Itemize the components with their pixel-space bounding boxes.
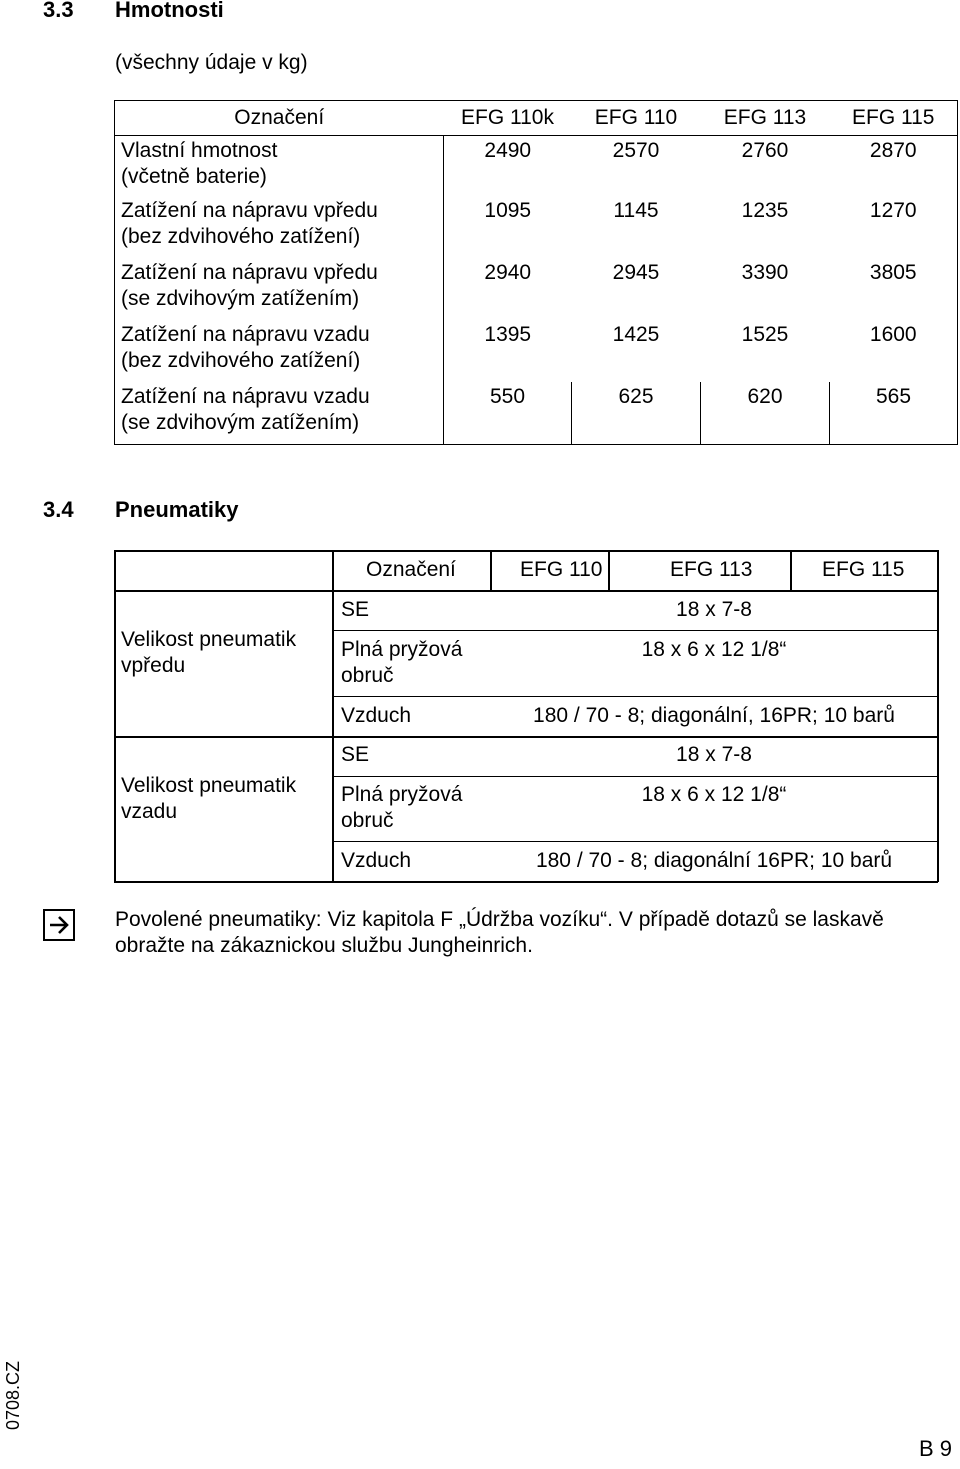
weights-cell: 1600 bbox=[830, 320, 958, 382]
tires-header-model: EFG 110 bbox=[520, 558, 603, 581]
weights-cell: 1270 bbox=[830, 196, 958, 258]
page-number: B 9 bbox=[919, 1436, 953, 1461]
tire-size: 18 x 6 x 12 1/8“ bbox=[641, 783, 787, 806]
tire-type: Plná pryžová obruč bbox=[341, 638, 463, 687]
weights-row-label: Zatížení na nápravu vpředu (se zdvihovým zatížením) bbox=[115, 258, 444, 320]
arrow-right-icon bbox=[43, 909, 75, 941]
tire-size: 180 / 70 - 8; diagonální 16PR; 10 barů bbox=[535, 849, 893, 872]
weights-cell: 2570 bbox=[612, 139, 660, 162]
tire-size: 18 x 7-8 bbox=[676, 743, 752, 766]
weights-cell: 1095 bbox=[484, 199, 532, 222]
weights-row bbox=[115, 258, 958, 320]
tires-header-label: Označení bbox=[366, 558, 456, 581]
weights-row bbox=[115, 136, 958, 197]
weights-row bbox=[115, 320, 958, 382]
weights-cell: 1525 bbox=[741, 323, 789, 346]
weights-header-model: EFG 110 bbox=[572, 101, 701, 136]
weights-header-label: Označení bbox=[115, 101, 444, 136]
section-title: Pneumatiky bbox=[115, 497, 239, 522]
weights-table bbox=[114, 100, 958, 445]
weights-row bbox=[115, 382, 958, 445]
tires-rear-label: Velikost pneumatik vzadu bbox=[121, 774, 297, 823]
tire-type: SE bbox=[341, 743, 370, 766]
section-number: 3.4 bbox=[43, 497, 74, 522]
weights-cell: 2940 bbox=[484, 261, 532, 284]
weights-cell: 3805 bbox=[830, 258, 958, 320]
weights-row-label: Vlastní hmotnost (včetně baterie) bbox=[115, 136, 444, 197]
tire-size: 18 x 7-8 bbox=[676, 598, 752, 621]
tires-header-model: EFG 113 bbox=[670, 558, 753, 581]
weights-row-label: Zatížení na nápravu vpředu (bez zdvihového zatížení) bbox=[115, 196, 444, 258]
weights-cell: 2870 bbox=[830, 136, 958, 197]
weights-cell: 620 bbox=[701, 382, 830, 445]
section-number: 3.3 bbox=[43, 0, 74, 22]
section-subtitle: (všechny údaje v kg) bbox=[115, 51, 308, 74]
tires-header-model: EFG 115 bbox=[822, 558, 905, 581]
doc-code: 0708.CZ bbox=[3, 1360, 23, 1430]
tires-front-label: Velikost pneumatik vpředu bbox=[121, 628, 297, 677]
note-text: Povolené pneumatiky: Viz kapitola F „Údržba vozíku“. V případě dotazů se laskavě obražte na zákaznickou službu Jungheinrich. bbox=[115, 908, 884, 957]
weights-cell: 2945 bbox=[612, 261, 660, 284]
tire-type: SE bbox=[341, 598, 370, 621]
weights-cell: 550 bbox=[444, 382, 572, 445]
weights-header-model: EFG 115 bbox=[830, 101, 958, 136]
weights-cell: 565 bbox=[830, 382, 958, 445]
tire-type: Vzduch bbox=[341, 704, 412, 727]
weights-header-model: EFG 113 bbox=[701, 101, 830, 136]
weights-cell: 3390 bbox=[741, 261, 789, 284]
weights-cell: 1395 bbox=[484, 323, 532, 346]
tire-size: 18 x 6 x 12 1/8“ bbox=[641, 638, 787, 661]
weights-header-model: EFG 110k bbox=[444, 101, 572, 136]
weights-cell: 2490 bbox=[484, 139, 532, 162]
weights-cell: 2760 bbox=[741, 139, 789, 162]
section-title: Hmotnosti bbox=[115, 0, 224, 22]
weights-row-label: Zatížení na nápravu vzadu (bez zdvihového zatížení) bbox=[115, 320, 444, 382]
tire-type: Plná pryžová obruč bbox=[341, 783, 463, 832]
tire-type: Vzduch bbox=[341, 849, 412, 872]
weights-row-label: Zatížení na nápravu vzadu (se zdvihovým zatížením) bbox=[115, 382, 444, 445]
tire-size: 180 / 70 - 8; diagonální, 16PR; 10 barů bbox=[533, 704, 895, 727]
weights-cell: 1235 bbox=[741, 199, 789, 222]
weights-cell: 1425 bbox=[612, 323, 660, 346]
weights-cell: 1145 bbox=[613, 199, 659, 222]
weights-cell: 625 bbox=[572, 382, 701, 445]
weights-row bbox=[115, 196, 958, 258]
